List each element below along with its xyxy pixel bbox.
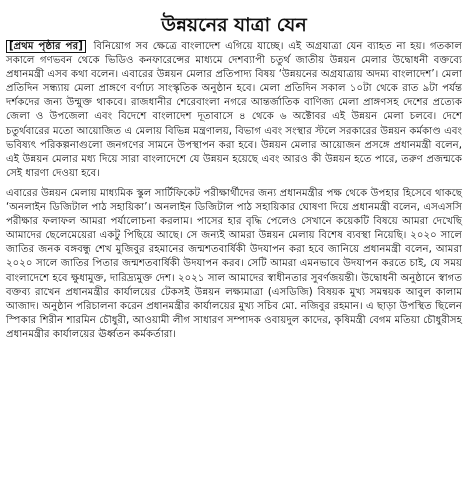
paragraph-1-text: বিনিয়োগ সব ক্ষেত্রে বাংলাদেশ এগিয়ে যাচ্ছে। এই অগ্রযাত্রা যেন ব্যাহত না হয়। গতকাল সকালে গণভবন থেকে ভিডিও কনফারেন্সের মাধ্যমে দেশব্যাপী চতুর্থ জাতীয় উন্নয়ন মেলার উদ্বোধনী বক্তব্যে প্রধানমন্ত্রী এসব কথা বলেন। এবারের উন্নয়ন মেলার প্রতিপাদ্য বিষয় ‘উন্নয়নের অগ্রযাত্রায় অদম্য বাংলাদেশ’। মেলা প্রতিদিন সন্ধ্যায় মেলা প্রাঙ্গণে বর্ণাঢ্য সাংস্কৃতিক অনুষ্ঠান হবে। মেলা প্রতিদিন সকাল ১০টা থেকে রাত ৯টা পর্যন্ত দর্শকদের জন্য উন্মুক্ত থাকবে। রাজধানীর শেরেবাংলা নগরে আন্তর্জাতিক বাণিজ্য মেলা প্রাঙ্গণসহ দেশের প্রত্যেক জেলা ও উপজেলা এবং বিদেশে বাংলাদেশ দূতাবাসে ৪ থেকে ৬ অক্টোবর এই উন্নয়ন মেলা চলবে। দেশে চতুর্থবারের মতো আয়োজিত এ মেলায় বিভিন্ন মন্ত্রণালয়, বিভাগ এবং সংস্থার স্টলে সরকারের উন্নয়ন কর্মকাণ্ড এবং ভবিষ্যৎ পরিকল্পনাগুলো জনগণের সামনে উপস্থাপন করা হবে। উন্নয়ন মেলার আয়োজন প্রসঙ্গে প্রধানমন্ত্রী বলেন, এই উন্নয়ন মেলার মধ্য দিয়ে সারা বাংলাদেশে যে উন্নয়ন হয়েছে এবং আরও কী উন্নয়ন হতে পারে, তরুণ প্রজন্মকে সেই ধারণা দেওয়া হবে। <box>6 41 463 179</box>
article-paragraph-2 <box>6 187 462 342</box>
cropped-top-line <box>6 0 462 8</box>
article-headline: উন্নয়নের যাত্রা যেন <box>161 14 307 36</box>
article-paragraph-1 <box>6 40 462 181</box>
continuation-kicker: [প্রথম পৃষ্ঠার পর] <box>6 40 86 53</box>
paragraph-2-text: এবারের উন্নয়ন মেলায় মাধ্যমিক স্কুল সার্টিফিকেট পরীক্ষার্থীদের জন্য প্রধানমন্ত্রীর পক্ষ থেকে উপহার হিসেবে থাকছে ‘অনলাইন ডিজিটাল পাঠ সহায়িকা’। অনলাইন ডিজিটাল পাঠ সহায়িকার ঘোষণা দিয়ে প্রধানমন্ত্রী বলেন, এসএসসি পরীক্ষার ফলাফল আমরা পর্যালোচনা করলাম। পাসের হার বৃদ্ধি পেলেও সেখানে কয়েকটি বিষয়ে আমরা দেখেছি আমাদের ছেলেমেয়েরা একটু পিছিয়ে আছে। সে জন্যই আমরা উন্নয়ন মেলায় বিশেষ ব্যবস্থা নিয়েছি। ২০২০ সালে জাতির জনক বঙ্গবন্ধু শেখ মুজিবুর রহমানের জন্মশতবার্ষিকী উদযাপন করা হবে জানিয়ে প্রধানমন্ত্রী বলেন, আমরা ২০২০ সালে জাতির পিতার জন্মশতবার্ষিকী উদযাপন করব। সেটি আমরা এমনভাবে উদযাপন করতে চাই, যে সময় বাংলাদেশে হবে ক্ষুধামুক্ত, দারিদ্র্যমুক্ত দেশ। ২০২১ সাল আমাদের স্বাধীনতার সুবর্ণজয়ন্তী। উদ্বোধনী অনুষ্ঠানে স্বাগত বক্তব্য রাখেন প্রধানমন্ত্রীর কার্যালয়ের টেকসই উন্নয়ন লক্ষ্যমাত্রা (এসডিজি) বিষয়ক মুখ্য সমন্বয়ক আবুল কালাম আজাদ। অনুষ্ঠান পরিচালনা করেন প্রধানমন্ত্রীর কার্যালয়ের মুখ্য সচিব মো. নজিবুর রহমান। এ ছাড়া উপস্থিত ছিলেন স্পিকার শিরীন শারমিন চৌধুরী, আওয়ামী লীগ সাধারণ সম্পাদক ওবায়দুল কাদের, কৃষিমন্ত্রী বেগম মতিয়া চৌধুরীসহ প্রধানমন্ত্রীর কার্যালয়ের ঊর্ধ্বতন কর্মকর্তারা। <box>6 187 462 340</box>
